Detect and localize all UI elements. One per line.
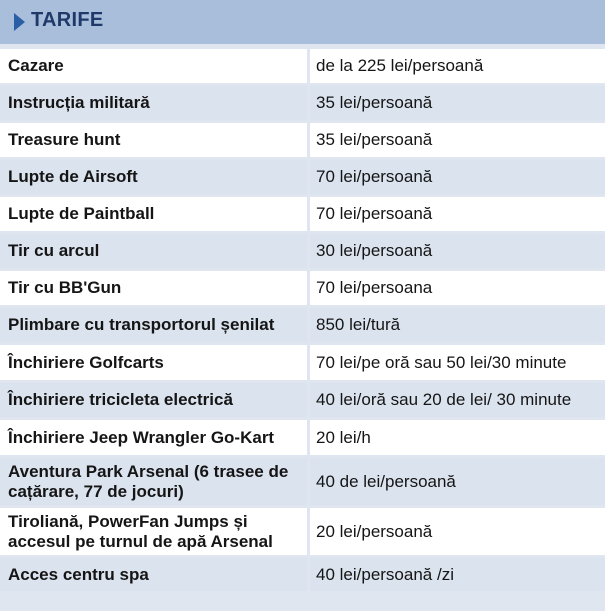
table-row bbox=[0, 123, 605, 157]
service-name-cell: Plimbare cu transportorul șenilat bbox=[0, 308, 307, 342]
table-row bbox=[0, 508, 605, 555]
service-price-cell: 70 lei/persoana bbox=[310, 271, 605, 305]
table-header bbox=[0, 0, 605, 44]
service-name-cell: Instrucția militară bbox=[0, 86, 307, 120]
table-row bbox=[0, 197, 605, 231]
service-name-cell: Cazare bbox=[0, 49, 307, 83]
table-row bbox=[0, 49, 605, 83]
service-name-cell: Lupte de Airsoft bbox=[0, 160, 307, 194]
service-name-cell: Închiriere Jeep Wrangler Go-Kart bbox=[0, 420, 307, 455]
table-row bbox=[0, 558, 605, 591]
service-price-cell: 30 lei/persoană bbox=[310, 234, 605, 268]
table-row bbox=[0, 308, 605, 342]
table-row bbox=[0, 160, 605, 194]
service-price-cell: 70 lei/persoană bbox=[310, 160, 605, 194]
table-row bbox=[0, 458, 605, 505]
table-row bbox=[0, 420, 605, 455]
service-price-cell: 40 de lei/persoană bbox=[310, 458, 605, 505]
service-price-cell: de la 225 lei/persoană bbox=[310, 49, 605, 83]
service-name-cell: Aventura Park Arsenal (6 trasee de cațărare, 77 de jocuri) bbox=[0, 458, 307, 505]
service-price-cell: 20 lei/persoană bbox=[310, 508, 605, 555]
service-price-cell: 40 lei/persoană /zi bbox=[310, 558, 605, 591]
service-name-cell: Tir cu arcul bbox=[0, 234, 307, 268]
service-price-cell: 35 lei/persoană bbox=[310, 123, 605, 157]
service-price-cell: 70 lei/persoană bbox=[310, 197, 605, 231]
table-row bbox=[0, 271, 605, 305]
service-price-cell: 35 lei/persoană bbox=[310, 86, 605, 120]
service-price-cell: 20 lei/h bbox=[310, 420, 605, 455]
header-bar bbox=[0, 0, 280, 44]
page-title: TARIFE bbox=[31, 9, 104, 31]
service-name-cell: Lupte de Paintball bbox=[0, 197, 307, 231]
table-row bbox=[0, 345, 605, 380]
service-name-cell: Acces centru spa bbox=[0, 558, 307, 591]
service-price-cell: 40 lei/oră sau 20 de lei/ 30 minute bbox=[310, 383, 605, 417]
table-row bbox=[0, 383, 605, 417]
table-row bbox=[0, 234, 605, 268]
service-price-cell: 70 lei/pe oră sau 50 lei/30 minute bbox=[310, 345, 605, 380]
service-name-cell: Închiriere Golfcarts bbox=[0, 345, 307, 380]
service-name-cell: Treasure hunt bbox=[0, 123, 307, 157]
service-name-cell: Tiroliană, PowerFan Jumps și accesul pe turnul de apă Arsenal bbox=[0, 508, 307, 555]
table-body bbox=[0, 49, 605, 591]
service-name-cell: Închiriere tricicleta electrică bbox=[0, 383, 307, 417]
table-row bbox=[0, 86, 605, 120]
service-name-cell: Tir cu BB'Gun bbox=[0, 271, 307, 305]
service-price-cell: 850 lei/tură bbox=[310, 308, 605, 342]
triangle-right-icon bbox=[14, 13, 25, 31]
